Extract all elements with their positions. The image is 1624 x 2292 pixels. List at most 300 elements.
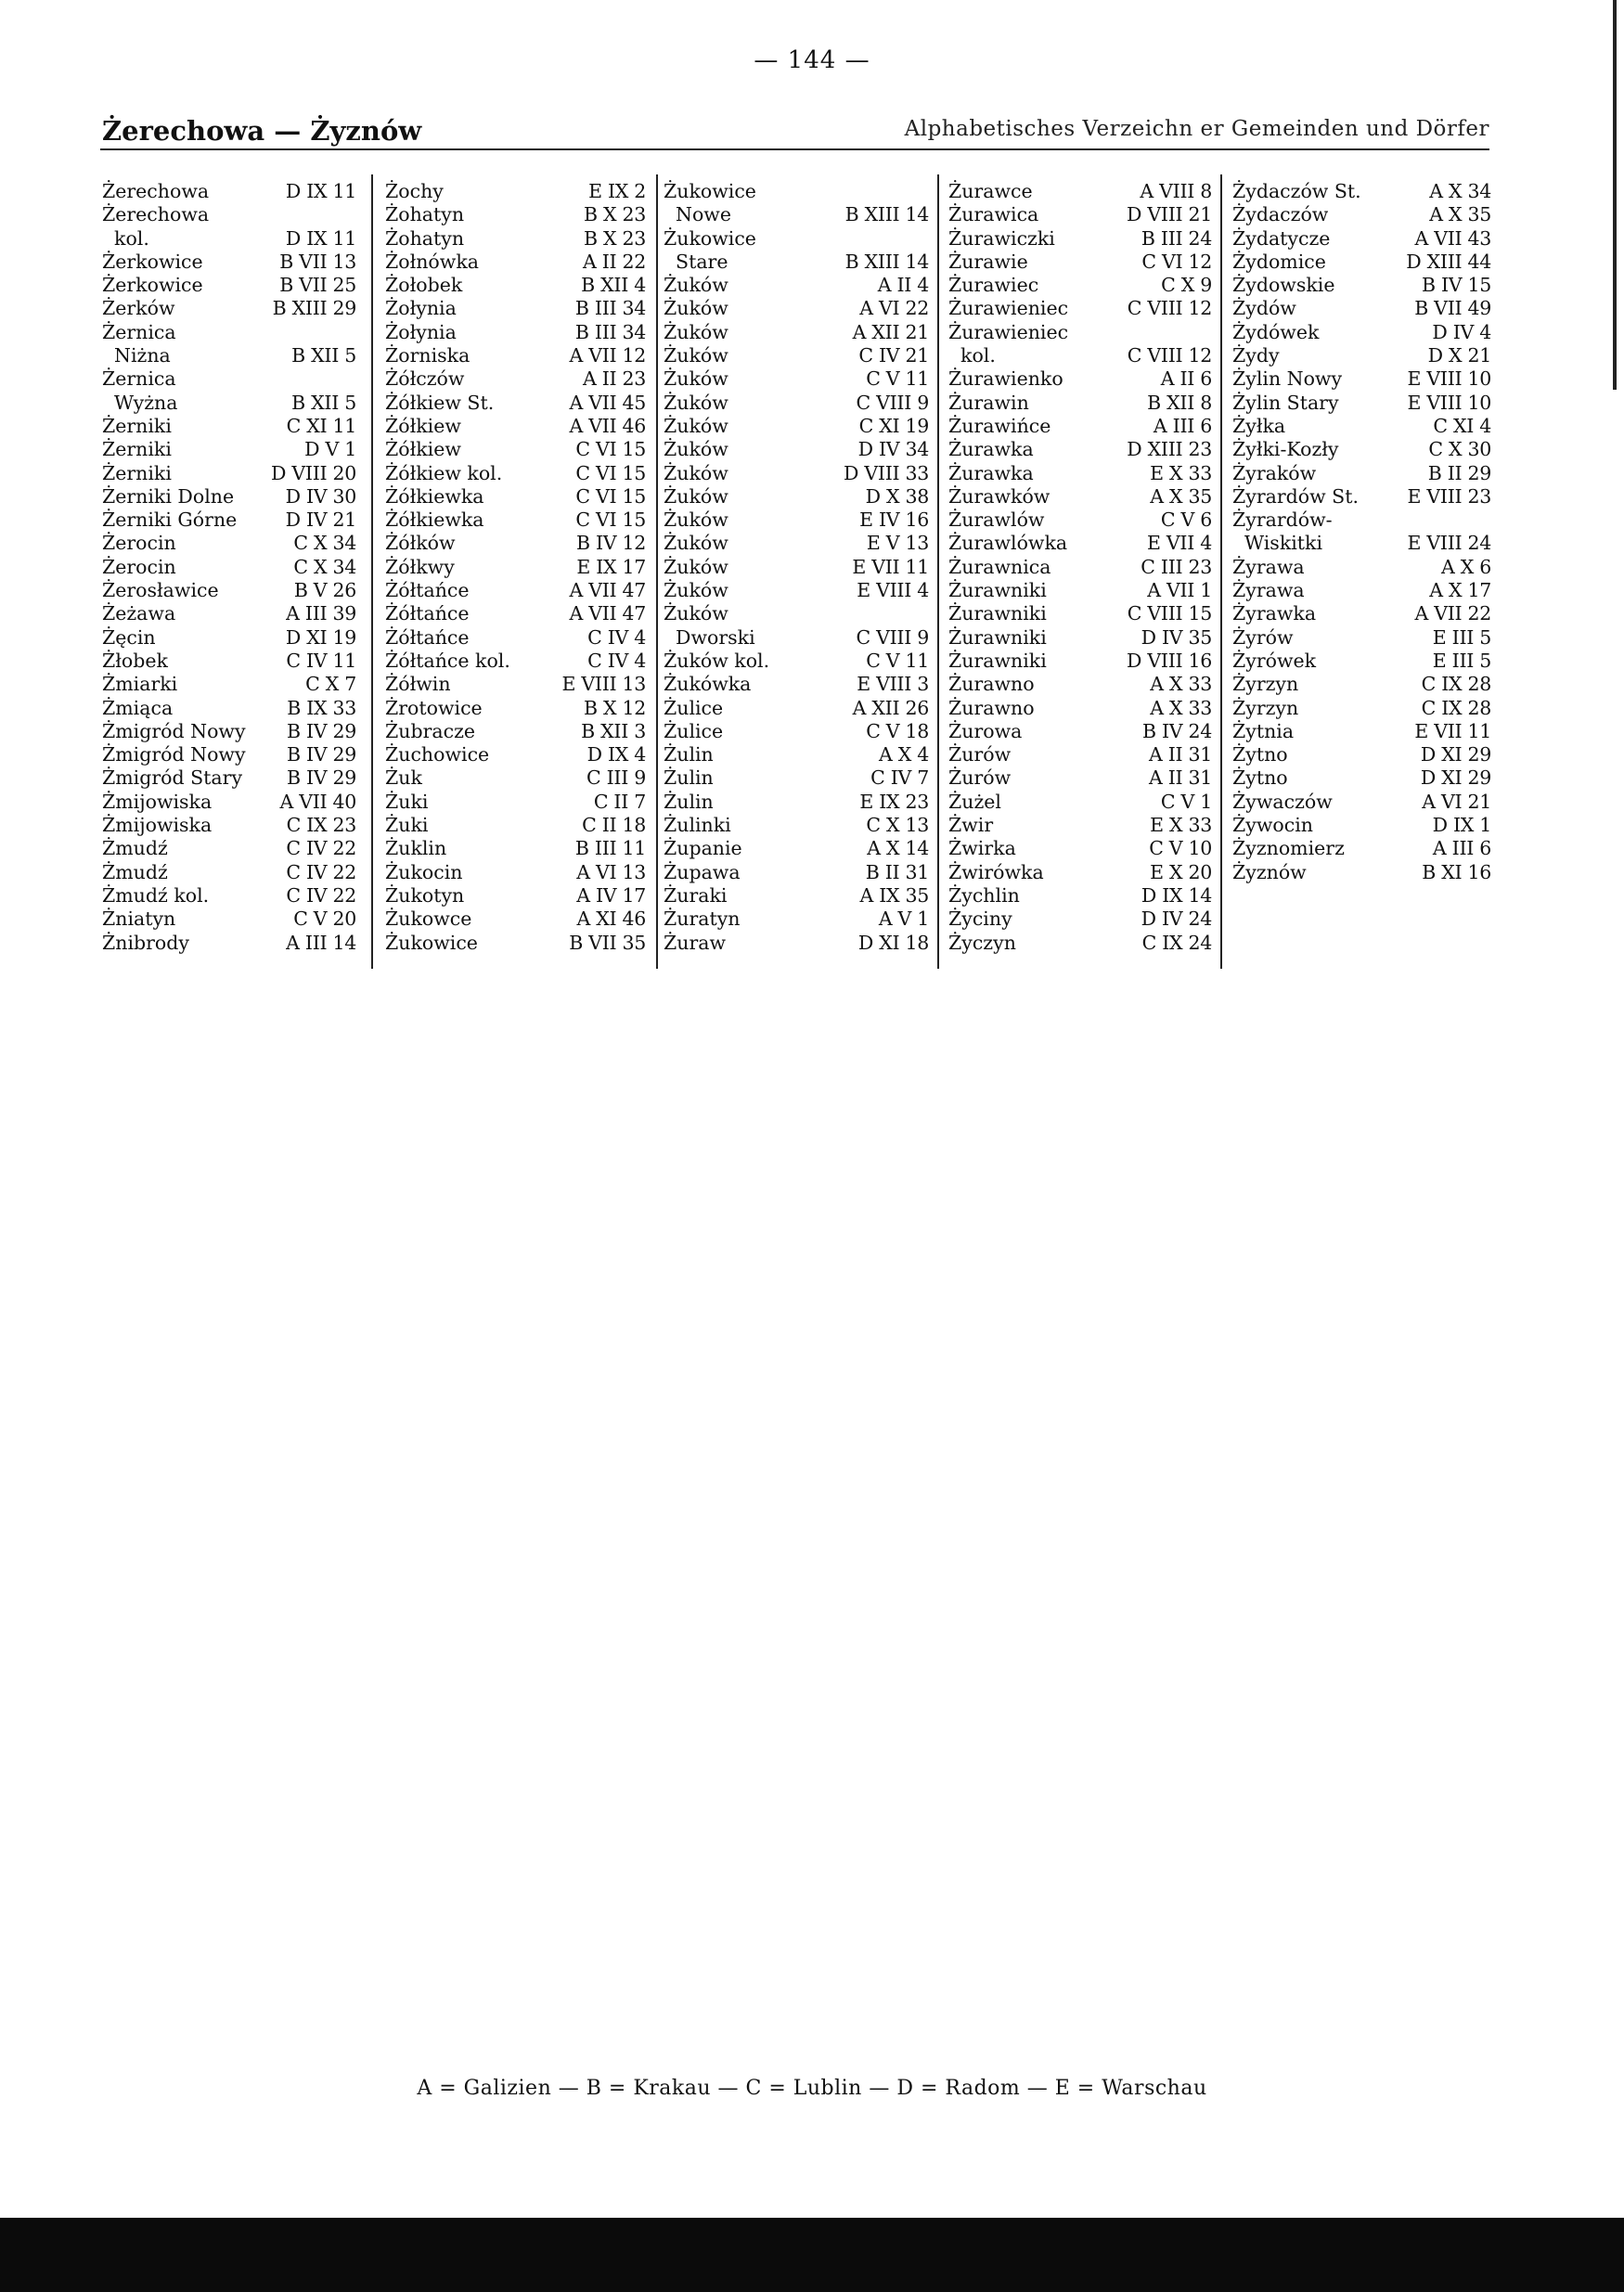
place-name: Żuków [664, 509, 728, 532]
map-code: C V 1 [1160, 790, 1212, 813]
place-name: Żurawiec [948, 274, 1039, 297]
index-entry [102, 884, 362, 908]
map-code: C XI 4 [1433, 414, 1491, 437]
place-name: Żurawka [948, 461, 1034, 484]
place-name: Żydy [1232, 344, 1280, 367]
map-code: A X 33 [1150, 696, 1212, 719]
index-entry [1232, 297, 1497, 320]
map-code: A VII 40 [279, 790, 356, 813]
map-code: A VII 45 [569, 391, 646, 414]
index-entry [664, 438, 934, 461]
map-code: A X 17 [1429, 579, 1491, 602]
place-name: Żurawińce [948, 414, 1051, 437]
index-entry [1232, 579, 1497, 602]
index-entry [948, 932, 1218, 955]
column-divider [1220, 174, 1222, 969]
place-name: Żuków [664, 391, 728, 414]
map-code: B XIII 14 [844, 203, 929, 226]
index-entry [948, 485, 1218, 509]
place-name: Żółczów [385, 367, 465, 391]
index-entry [385, 720, 651, 743]
index-entry [1232, 274, 1497, 297]
map-code: A VII 22 [1414, 602, 1491, 625]
place-name: Żurawie [948, 250, 1028, 273]
index-entry [664, 344, 934, 367]
index-entry [948, 766, 1218, 790]
place-name: Żeżawa [102, 602, 176, 625]
place-name: Żurawiczki [948, 226, 1055, 250]
index-entry [102, 251, 362, 274]
place-name: Żnibrody [102, 931, 189, 954]
map-code: B X 23 [584, 203, 646, 226]
index-entry [102, 861, 362, 884]
place-name: Żuki [385, 790, 429, 813]
place-name: Żubracze [385, 719, 476, 742]
map-code: A III 39 [286, 602, 356, 625]
index-entry [102, 837, 362, 860]
place-name: Żohatyn [385, 226, 465, 250]
index-column-4 [948, 180, 1218, 969]
map-code: A X 34 [1429, 180, 1491, 202]
map-code: D IV 30 [285, 484, 356, 508]
place-name: Żęcin [102, 625, 156, 649]
place-name: Żółkwy [385, 555, 455, 578]
map-code: E III 5 [1432, 625, 1491, 649]
map-code: C VIII 12 [1127, 344, 1212, 367]
index-entry [102, 720, 362, 743]
map-code: C X 13 [866, 814, 929, 837]
index-entry [385, 579, 651, 602]
index-column-5 [1232, 180, 1497, 969]
map-code: B IV 24 [1142, 719, 1212, 742]
index-entry [948, 861, 1218, 884]
place-name: Żukotyn [385, 883, 465, 907]
place-name: Żrotowice [385, 696, 483, 719]
map-code: A V 1 [878, 908, 929, 931]
place-name: Żyrawa [1232, 579, 1305, 602]
map-code: A VII 47 [569, 579, 646, 602]
map-code: E V 13 [866, 532, 929, 555]
map-code: C IX 23 [286, 814, 356, 837]
map-code: C V 11 [866, 649, 929, 672]
place-name: Żylin Stary [1232, 391, 1339, 414]
index-entry [948, 791, 1218, 814]
map-code: D IX 4 [586, 743, 646, 766]
range-title: Żerechowa — Żyznów [102, 115, 422, 147]
index-entry [664, 556, 934, 579]
map-code: B III 11 [574, 837, 646, 860]
index-entry [102, 438, 362, 461]
place-name: Żurawniki [948, 602, 1047, 625]
map-code: E VIII 10 [1407, 367, 1491, 391]
map-code: D IX 1 [1432, 814, 1491, 837]
place-name: Żukocin [385, 860, 463, 883]
map-code: D VIII 16 [1127, 649, 1212, 672]
place-name: Żuraw [664, 931, 727, 954]
index-entry [385, 697, 651, 720]
index-entry [385, 462, 651, 485]
place-name: Żurawków [948, 484, 1050, 508]
map-code: E VII 11 [1414, 719, 1491, 742]
map-code: A III 6 [1153, 414, 1212, 437]
place-name: Żywocin [1232, 814, 1313, 837]
place-name: Żurawnica [948, 555, 1051, 578]
index-entry [102, 697, 362, 720]
index-entry [948, 274, 1218, 297]
place-name: Żorniska [385, 344, 470, 367]
place-name: Żółkiewka [385, 509, 484, 532]
index-entry [385, 602, 651, 625]
index-entry [102, 227, 362, 251]
index-entry [664, 180, 934, 203]
index-entry [664, 673, 934, 696]
place-name: Żurowa [948, 719, 1023, 742]
map-code: D VIII 33 [844, 461, 929, 484]
index-entry [664, 227, 934, 251]
map-code: B VII 13 [279, 250, 356, 273]
map-code: C II 18 [582, 814, 646, 837]
place-name: Życiny [948, 908, 1012, 931]
map-code: C X 7 [305, 673, 356, 696]
index-entry [664, 485, 934, 509]
place-name: Żurawniki [948, 649, 1047, 672]
map-code: C V 10 [1149, 837, 1212, 860]
index-entry [664, 203, 934, 226]
map-code: B II 31 [865, 860, 929, 883]
index-entry [1232, 837, 1497, 860]
index-entry [102, 602, 362, 625]
place-name: Żerkowice [102, 250, 203, 273]
index-entry [1232, 791, 1497, 814]
map-code: B V 26 [293, 579, 356, 602]
place-name: Żuchowice [385, 743, 490, 766]
place-name: Żukowce [385, 908, 472, 931]
map-code: B X 23 [584, 226, 646, 250]
index-entry [385, 438, 651, 461]
place-name: Żurawica [948, 203, 1039, 226]
place-name: Żmigród Nowy [102, 719, 246, 742]
place-name: Żmigród Nowy [102, 743, 246, 766]
index-entry [385, 180, 651, 203]
place-name: Żyznów [1232, 860, 1307, 883]
map-code: C V 20 [293, 908, 356, 931]
index-entry [102, 556, 362, 579]
map-code: C VI 15 [575, 461, 646, 484]
place-name: Żurów [948, 766, 1012, 790]
index-entry [102, 297, 362, 320]
index-entry [664, 392, 934, 415]
index-entry [664, 720, 934, 743]
index-entry [102, 814, 362, 837]
place-name: Żyrzyn [1232, 673, 1299, 696]
index-entry [1232, 367, 1497, 391]
map-code: A VI 21 [1422, 790, 1491, 813]
place-name: Żerniki Górne [102, 509, 238, 532]
map-code: E III 5 [1432, 649, 1491, 672]
place-name: Żółków [385, 532, 456, 555]
place-name: Żółtańce [385, 602, 470, 625]
index-entry [948, 251, 1218, 274]
map-code: A IV 17 [576, 883, 646, 907]
map-code: E VII 4 [1147, 532, 1212, 555]
index-entry [385, 650, 651, 673]
index-entry [385, 274, 651, 297]
map-code: A II 6 [1160, 367, 1212, 391]
place-name: Żółwin [385, 673, 451, 696]
map-code: B XII 8 [1147, 391, 1212, 414]
index-entry [385, 203, 651, 226]
index-entry [102, 367, 362, 391]
map-code: B IV 15 [1422, 274, 1491, 297]
index-entry [664, 697, 934, 720]
map-code: E IV 16 [859, 509, 929, 532]
index-entry [102, 203, 362, 226]
index-entry [664, 415, 934, 438]
column-divider [937, 174, 939, 969]
index-entry [1232, 602, 1497, 625]
map-code: E VIII 3 [857, 673, 929, 696]
map-code: C III 9 [586, 766, 646, 790]
map-code: A VI 22 [859, 297, 929, 320]
place-name: Żołynia [385, 297, 457, 320]
index-entry [385, 814, 651, 837]
place-name: Żuków [664, 367, 728, 391]
index-entry [102, 344, 362, 367]
map-code: E VIII 4 [857, 579, 929, 602]
place-name: Żohatyn [385, 203, 465, 226]
map-code: E X 33 [1150, 814, 1212, 837]
place-name: Żółkiew St. [385, 391, 495, 414]
place-name: Żuków [664, 438, 728, 461]
place-name: kol. [102, 226, 149, 250]
map-code: A X 33 [1150, 673, 1212, 696]
place-name: Żulin [664, 743, 714, 766]
index-entry [385, 556, 651, 579]
index-entry [385, 743, 651, 766]
index-entry [948, 532, 1218, 555]
binding-edge [1613, 0, 1617, 390]
place-name: Żłobek [102, 649, 168, 672]
place-name: Żmudź [102, 860, 168, 883]
index-entry [948, 626, 1218, 650]
index-entry [948, 203, 1218, 226]
map-code: E VII 11 [852, 555, 929, 578]
place-name: Żurawieniec [948, 320, 1069, 343]
index-entry [102, 485, 362, 509]
index-entry [1232, 415, 1497, 438]
place-name: Żurawlówka [948, 532, 1068, 555]
index-entry [1232, 203, 1497, 226]
index-entry [664, 297, 934, 320]
index-entry [1232, 227, 1497, 251]
map-code: D IX 11 [285, 180, 356, 202]
index-entry [948, 743, 1218, 766]
index-entry [385, 861, 651, 884]
index-entry [102, 908, 362, 931]
map-code: E IX 17 [576, 555, 646, 578]
map-code: C III 23 [1141, 555, 1212, 578]
index-entry [948, 720, 1218, 743]
index-entry [385, 908, 651, 931]
place-name: Żerechowa [102, 180, 210, 202]
index-entry [1232, 650, 1497, 673]
map-code: A XI 46 [576, 908, 646, 931]
place-name: Żerniki [102, 414, 172, 437]
map-code: D IV 4 [1432, 320, 1491, 343]
map-code: A XII 21 [852, 320, 929, 343]
place-name: Żulin [664, 766, 714, 790]
map-code: E X 33 [1150, 461, 1212, 484]
map-code: C II 7 [593, 790, 646, 813]
index-entry [1232, 720, 1497, 743]
map-code: D XI 18 [857, 931, 929, 954]
place-name: Żwirówka [948, 860, 1044, 883]
index-entry [385, 509, 651, 532]
index-entry [385, 791, 651, 814]
map-code: A III 14 [286, 931, 356, 954]
index-entry [102, 462, 362, 485]
place-name: Żulinki [664, 814, 731, 837]
index-entry [385, 321, 651, 344]
map-code: A VIII 8 [1140, 180, 1212, 202]
map-code: B III 34 [574, 320, 646, 343]
map-code: C IX 24 [1141, 931, 1212, 954]
place-name: Żurawniki [948, 579, 1047, 602]
place-name: Żukowice [385, 931, 478, 954]
index-entry [102, 673, 362, 696]
place-name: Żydomice [1232, 250, 1326, 273]
place-name: Żukowice [664, 180, 756, 202]
place-name: Żurawlów [948, 509, 1045, 532]
place-name: Żerechowa [102, 203, 210, 226]
map-code: C VI 15 [575, 484, 646, 508]
place-name: Żmiarki [102, 673, 178, 696]
map-code: B XII 3 [581, 719, 646, 742]
place-name: kol. [948, 344, 996, 367]
place-name: Żółkiew [385, 414, 461, 437]
place-name: Żołnówka [385, 250, 479, 273]
map-code: D IV 21 [285, 509, 356, 532]
place-name: Żychlin [948, 883, 1020, 907]
index-entry [664, 884, 934, 908]
place-name: Żydaczów St. [1232, 180, 1361, 202]
place-name: Żołobek [385, 274, 463, 297]
place-name: Żyrówek [1232, 649, 1317, 672]
column-divider [371, 174, 373, 969]
index-entry [102, 791, 362, 814]
place-name: Żupanie [664, 837, 742, 860]
place-name: Żyrzyn [1232, 696, 1299, 719]
map-code: B XII 5 [291, 344, 356, 367]
index-entry [385, 367, 651, 391]
map-code: C IV 7 [870, 766, 929, 790]
map-code: A IX 35 [859, 883, 929, 907]
place-name: Żuków [664, 532, 728, 555]
index-entry [948, 180, 1218, 203]
index-entry [102, 579, 362, 602]
place-name: Żyrawa [1232, 555, 1305, 578]
place-name: Żmudź [102, 837, 168, 860]
map-code: B IV 12 [576, 532, 646, 555]
place-name: Żurawno [948, 673, 1035, 696]
place-name: Żytno [1232, 743, 1288, 766]
index-entry [1232, 438, 1497, 461]
index-entry [385, 884, 651, 908]
map-code: B XII 4 [581, 274, 646, 297]
map-code: A II 31 [1148, 766, 1212, 790]
index-entry [385, 251, 651, 274]
map-code: D IV 34 [857, 438, 929, 461]
place-name: Żyrów [1232, 625, 1294, 649]
place-name: Żuków [664, 344, 728, 367]
map-code: C IV 4 [587, 625, 646, 649]
place-name: Żuków [664, 297, 728, 320]
map-code: E X 20 [1150, 860, 1212, 883]
map-code: E VIII 10 [1407, 391, 1491, 414]
place-name: Żydówek [1232, 320, 1320, 343]
place-name: Żerosławice [102, 579, 219, 602]
index-entry [385, 626, 651, 650]
index-entry [664, 837, 934, 860]
map-code: D XI 29 [1420, 743, 1491, 766]
index-entry [948, 673, 1218, 696]
index-entry [664, 509, 934, 532]
map-code: D IV 35 [1141, 625, 1212, 649]
map-code: C IV 4 [587, 649, 646, 672]
index-column-1 [102, 180, 362, 969]
place-name: Żydów [1232, 297, 1296, 320]
place-name: Żernica [102, 320, 176, 343]
place-name: Żyrardów St. [1232, 484, 1359, 508]
map-code: C IV 22 [286, 860, 356, 883]
place-name: Żerniki [102, 461, 172, 484]
place-name: Żurawienko [948, 367, 1063, 391]
place-name: Żylin Nowy [1232, 367, 1343, 391]
map-code: B XI 16 [1422, 860, 1491, 883]
place-name: Żuków kol. [664, 649, 770, 672]
map-code: A II 4 [877, 274, 929, 297]
index-entry [948, 344, 1218, 367]
place-name: Żupawa [664, 860, 741, 883]
place-name: Żużel [948, 790, 1001, 813]
map-code: A XII 26 [852, 696, 929, 719]
index-entry [385, 532, 651, 555]
map-code: C XI 19 [858, 414, 929, 437]
index-entry [948, 438, 1218, 461]
index-entry [102, 274, 362, 297]
index-entry [102, 743, 362, 766]
map-code: D X 21 [1427, 344, 1491, 367]
map-code: D X 38 [865, 484, 929, 508]
map-code: C VIII 9 [856, 625, 929, 649]
place-name: Żyraków [1232, 461, 1317, 484]
map-code: B VII 25 [279, 274, 356, 297]
place-name: Żurawno [948, 696, 1035, 719]
index-entry [1232, 392, 1497, 415]
index-entry [664, 532, 934, 555]
index-entry [664, 602, 934, 625]
place-name: Życzyn [948, 931, 1016, 954]
place-name: Żernica [102, 367, 176, 391]
map-code: C VI 12 [1141, 250, 1212, 273]
map-code: D V 1 [304, 438, 356, 461]
place-name: Żurawniki [948, 625, 1047, 649]
index-entry [664, 743, 934, 766]
map-code: D XI 19 [285, 625, 356, 649]
index-entry [1232, 556, 1497, 579]
place-name: Dworski [664, 625, 755, 649]
map-code: E VIII 24 [1407, 532, 1491, 555]
